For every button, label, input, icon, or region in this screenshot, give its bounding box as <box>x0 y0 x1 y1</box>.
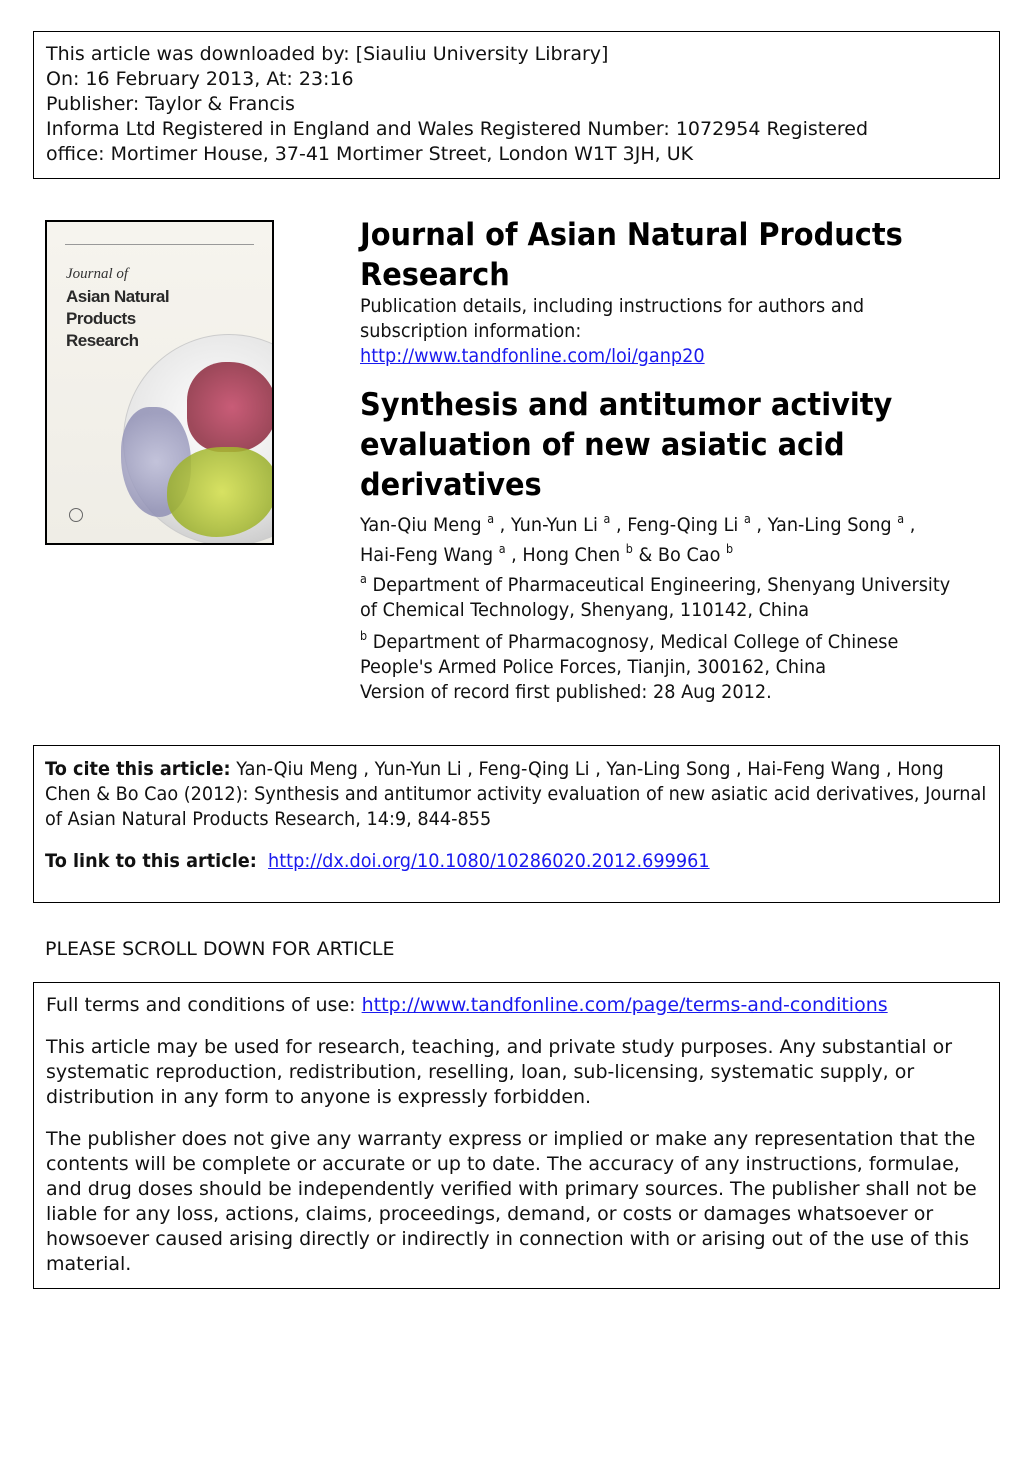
publisher-logo-icon <box>69 508 83 522</box>
author-name: Hai-Feng Wang <box>360 544 494 566</box>
doi-link[interactable]: http://dx.doi.org/10.1080/10286020.2012.699961 <box>268 850 710 872</box>
affiliation-marker: a <box>743 512 751 526</box>
affiliation-marker: b <box>360 629 368 643</box>
journal-cover-image <box>45 220 274 545</box>
affiliation-a: $^a$ Department of Pharmaceutical Engineering, Shenyang University of Chemical Technology, Shenyang, 110142, China <box>360 572 951 621</box>
terms-box <box>33 982 1000 1289</box>
author-name: Yan-Ling Song <box>767 514 892 536</box>
cover-protein-graphic <box>167 447 274 537</box>
cover-divider <box>65 244 254 245</box>
author-name: Bo Cao <box>657 544 721 566</box>
journal-title: Journal of Asian Natural Products Research <box>360 217 903 293</box>
cover-title: Asian Natural Products Research <box>66 287 170 350</box>
journal-url-link[interactable]: http://www.tandfonline.com/loi/ganp20 <box>360 345 705 367</box>
affiliation-marker: a <box>897 512 905 526</box>
terms-url-link[interactable]: http://www.tandfonline.com/page/terms-and-conditions <box>361 994 888 1016</box>
citation-text: To cite this article: Yan-Qiu Meng , Yun-Yun Li , Feng-Qing Li , Yan-Ling Song , Hai-Feng Wang , Hong Chen & Bo Cao (2012): Synthesis and antitumor activity evaluation of new asiatic acid derivatives, Journal of Asian Natural Products Research, 14:9, 844-855 <box>45 758 987 830</box>
affiliation-b: $^b$ Department of Pharmacognosy, Medical College of Chinese People's Armed Police Forces, Tianjin, 300162, China Version of record first published: 28 Aug 2012. <box>360 630 1002 705</box>
author-name: Hong Chen <box>522 544 621 566</box>
affiliation-marker: a <box>487 512 495 526</box>
download-line: This article was downloaded by: [Siauliu University Library] <box>46 43 609 65</box>
citation-label: To cite this article: <box>45 758 231 780</box>
download-date-line: On: 16 February 2013, At: 23:16 <box>46 68 354 90</box>
affiliation-marker: b <box>625 542 633 556</box>
download-info-box <box>33 31 1000 179</box>
cover-journal-of: Journal of <box>66 266 129 282</box>
citation-box <box>33 745 1000 903</box>
publisher-line: Publisher: Taylor & Francis <box>46 93 295 115</box>
article-link-line <box>45 849 994 874</box>
cover-protein-graphic <box>187 362 274 452</box>
affiliation-marker: a <box>498 542 506 556</box>
terms-intro: Full terms and conditions of use: http://www.tandfonline.com/page/terms-and-conditions <box>46 994 888 1016</box>
affiliation-marker: a <box>360 572 367 586</box>
link-label: To link to this article: <box>45 850 257 872</box>
registration-line: Informa Ltd Registered in England and Wales Registered Number: 1072954 Registered <box>46 118 869 140</box>
author-list: Yan-Qiu Meng $^a$ , Yun-Yun Li $^a$ , Feng-Qing Li $^a$ , Yan-Ling Song $^a$ , Hai-Feng Wang $^a$ , Hong Chen $^b$ & Bo Cao $^b$ <box>360 512 916 566</box>
version-of-record: Version of record first published: 28 Aug 2012. <box>360 681 772 703</box>
scroll-down-note: PLEASE SCROLL DOWN FOR ARTICLE <box>45 938 395 960</box>
terms-usage-paragraph: This article may be used for research, teaching, and private study purposes. Any substantial or systematic reproduction, redistribution, reselling, loan, sub-licensing, systematic supply, or distribution in any form to anyone is expressly forbidden. <box>46 1036 953 1108</box>
article-title: Synthesis and antitumor activity evaluation of new asiatic acid derivatives <box>360 387 893 503</box>
affiliation-marker: a <box>603 512 611 526</box>
author-name: Yun-Yun Li <box>510 514 598 536</box>
publication-details: Publication details, including instructions for authors and subscription information: http://www.tandfonline.com/loi/ganp20 <box>360 295 865 367</box>
terms-warranty-paragraph: The publisher does not give any warranty express or implied or make any representation that the contents will be complete or accurate or up to date. The accuracy of any instructions, formulae, and drug doses should be independently verified with primary sources. The publisher shall not be liable for any loss, actions, claims, proceedings, demand, or costs or damages whatsoever or howsoever caused arising directly or indirectly in connection with or arising out of the use of this material. <box>46 1128 977 1275</box>
author-name: Feng-Qing Li <box>627 514 739 536</box>
office-line: office: Mortimer House, 37-41 Mortimer Street, London W1T 3JH, UK <box>46 143 694 165</box>
affiliation-marker: b <box>726 542 734 556</box>
author-name: Yan-Qiu Meng <box>360 514 482 536</box>
